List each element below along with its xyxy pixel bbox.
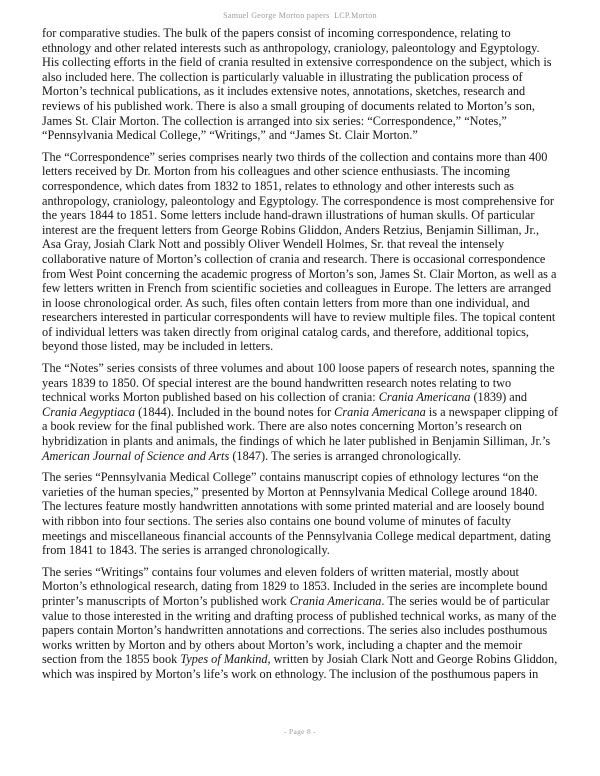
- italic-title-text: Crania Aegyptiaca: [42, 404, 136, 419]
- paragraph-notes-series: [42, 361, 558, 463]
- paragraph-correspondence-series: [42, 150, 558, 354]
- text-run: (1844). Included in the bound notes for: [135, 404, 335, 419]
- page-body: [42, 26, 558, 689]
- text-run: The “Correspondence” series comprises nearly two thirds of the collection and contains more than 400 letters received by Dr. Morton from his colleagues and other science enthusiasts. The incoming correspondence, which dates from 1832 to 1851, relates to ethnology and other interests such as anthropology, craniology, paleontology and Egyptology. The correspondence is most comprehensive for the years 1844 to 1851. Some letters include hand-drawn illustrations of human skulls. Of particular interest are the frequent letters from George Robins Gliddon, Anders Retzius, Benjamin Silliman, Jr., Asa Gray, Josiah Clark Nott and possibly Oliver Wendell Holmes, Sr. that reveal the intensely collaborative nature of Morton’s collection of crania and research. There is occasional correspondence from West Point concerning the academic progress of Morton’s son, James St. Clair Morton, as well as a few letters written in French from scientific societies and colleagues in Europe. The letters are arranged in loose chronological order. As such, files often contain letters from more than one individual, and researchers interested in particular correspondents will have to review multiple files. The topical content of individual letters was taken directly from original catalog cards, and therefore, additional topics, beyond those listed, may be included in letters.: [42, 149, 557, 354]
- page-header: Samuel George Morton papers LCP.Morton: [223, 11, 377, 20]
- paragraph-collection-overview: [42, 26, 558, 143]
- page-footer: - Page 8 -: [284, 727, 316, 736]
- paragraph-pennsylvania-medical-college-series: [42, 470, 558, 558]
- text-run: The “Notes” series consists of three volumes and about 100 loose papers of research notes, spanning the years 1839 to 1850. Of special interest are the bound handwritten research notes relating to two technical works Morton published based on his collection of crania:: [42, 361, 555, 405]
- text-run: The series “Pennsylvania Medical College” contains manuscript copies of ethnology lectures “on the varieties of the human species,” presented by Morton at Pennsylvania Medical College around 1840. The lectures feature mostly handwritten annotations with some printed material and are loosely bound with ribbon into four sections. The series also contains one bound volume of minutes of faculty meetings and miscellaneous financial accounts of the Pennsylvania College medical department, dating from 1841 to 1843. The series is arranged chronologically.: [42, 470, 551, 558]
- italic-title-text: Crania Americana: [334, 404, 426, 419]
- italic-title-text: Crania Americana: [289, 593, 382, 608]
- text-run: (1847). The series is arranged chronologically.: [229, 448, 462, 463]
- text-run: . The series would be of particular value to those interested in the writing and drafting process of published technical works, as many of the papers contain Morton’s handwritten annotations and corrections. The series also includes posthumous works written by Morton and by others about Morton’s work, including a chapter and the memoir section from the 1855 book: [42, 593, 557, 667]
- text-run: , written by Josiah Clark Nott and George Robins Gliddon, which was inspired by Morton’s life’s work on ethnology. The inclusion of the posthumous papers in: [42, 652, 558, 681]
- italic-title-text: American Journal of Science and Arts: [42, 448, 230, 463]
- text-run: for comparative studies. The bulk of the papers consist of incoming correspondence, relating to ethnology and other related interests such as anthropology, craniology, paleontology and Egyptology. His collecting efforts in the field of crania resulted in extensive correspondence on the subject, which is also included here. The collection is particularly valuable in illustrating the publication process of Morton’s technical publications, as it includes extensive notes, annotations, sketches, research and reviews of his published work. There is also a small grouping of documents related to Morton’s son, James St. Clair Morton. The collection is arranged into six series: “Correspondence,” “Notes,” “Pennsylvania Medical College,” “Writings,” and “James St. Clair Morton.”: [42, 26, 552, 143]
- text-run: The series “Writings” contains four volumes and eleven folders of written material, mostly about Morton’s ethnological research, dating from 1829 to 1853. Included in the series are incomplete bound printer’s manuscripts of Morton’s published work: [42, 564, 548, 608]
- text-run: (1839) and: [470, 390, 528, 405]
- text-run: is a newspaper clipping of a book review for the final published work. There are also notes concerning Morton’s research on hybridization in plants and animals, the findings of which he later published in Benjamin Silliman, Jr.’s: [42, 404, 558, 449]
- paragraph-writings-series: [42, 565, 558, 682]
- italic-title-text: Types of Mankind: [180, 652, 268, 667]
- italic-title-text: Crania Americana: [378, 390, 471, 405]
